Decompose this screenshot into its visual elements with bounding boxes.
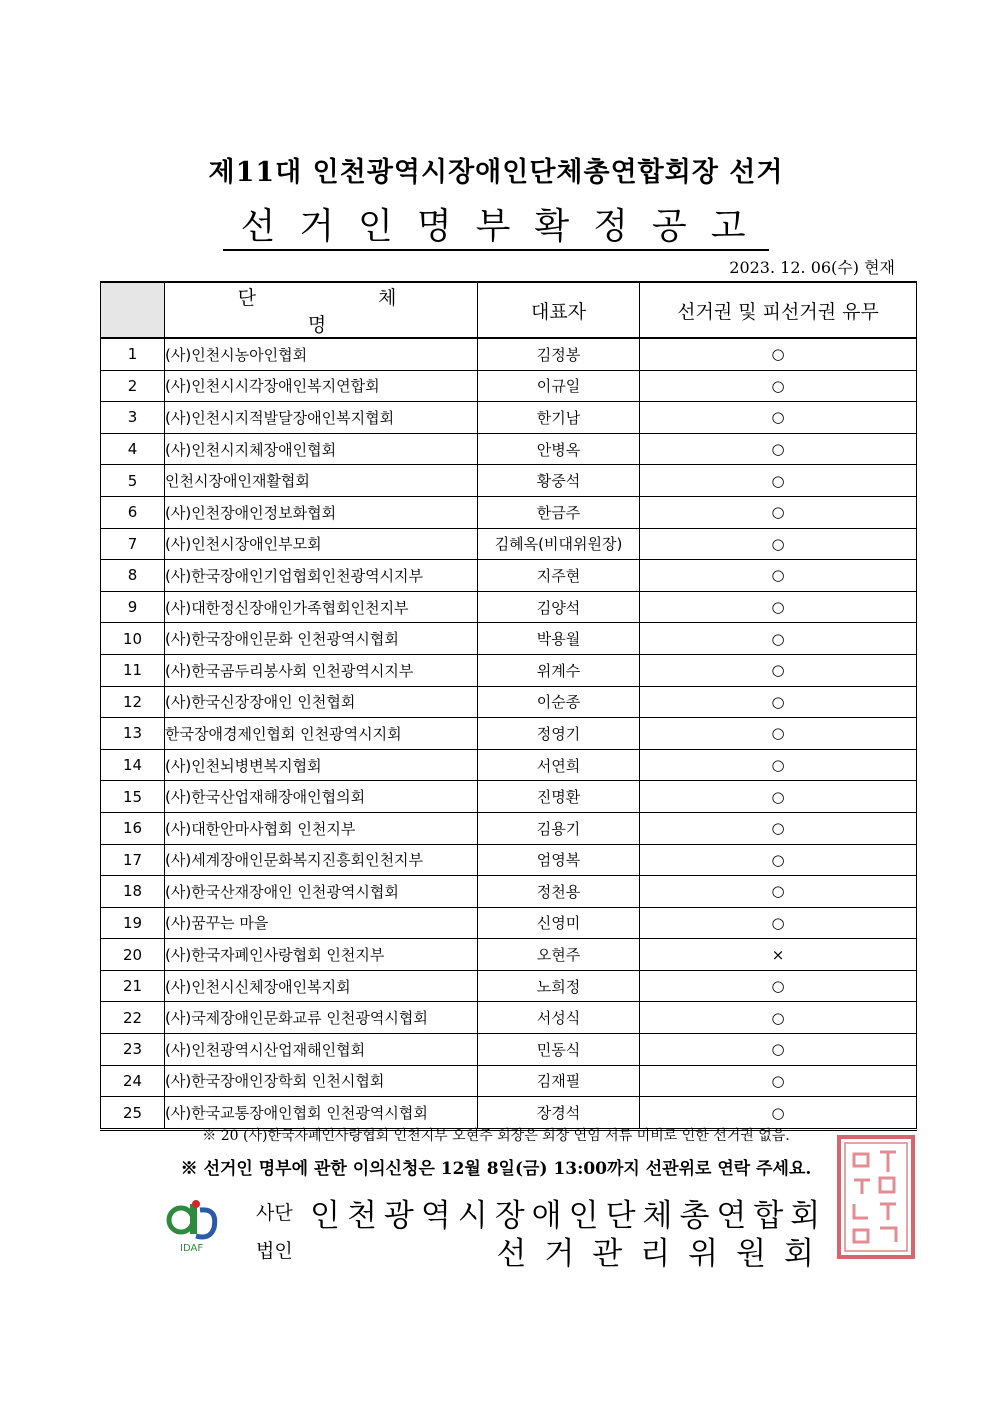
table-row: [101, 402, 917, 434]
table-row: [101, 560, 917, 592]
row-number: 12: [101, 686, 165, 718]
header-number: [101, 282, 165, 338]
row-voting-rights: ○: [640, 338, 917, 370]
logo-green-ring: [169, 1208, 193, 1232]
table-row: [101, 591, 917, 623]
row-voting-rights: ○: [640, 496, 917, 528]
row-voting-rights: ○: [640, 749, 917, 781]
row-organization: (사)한국곰두리봉사회 인천광역시지부: [165, 654, 478, 686]
row-voting-rights: ○: [640, 844, 917, 876]
row-voting-rights: ○: [640, 1002, 917, 1034]
row-voting-rights: ○: [640, 560, 917, 592]
table-row: [101, 749, 917, 781]
row-voting-rights: ○: [640, 876, 917, 908]
row-representative: 정천용: [478, 876, 640, 908]
row-number: 18: [101, 876, 165, 908]
row-organization: 인천시장애인재활협회: [165, 465, 478, 497]
table-row: [101, 496, 917, 528]
row-organization: (사)세계장애인문화복지진흥회인천지부: [165, 844, 478, 876]
disqualification-note: ※ 20 (사)한국자폐인사랑협회 인천지부 오현주 회장은 회장 연임 서류 미비로 인한 선거권 없음.: [202, 1128, 790, 1144]
row-number: 17: [101, 844, 165, 876]
table-row: [101, 1034, 917, 1066]
row-organization: (사)한국산업재해장애인협의회: [165, 781, 478, 813]
row-number: 5: [101, 465, 165, 497]
row-representative: 황중석: [478, 465, 640, 497]
table-row: [101, 844, 917, 876]
voter-roster-table: [100, 281, 917, 1131]
row-voting-rights: ○: [640, 370, 917, 402]
row-voting-rights: ○: [640, 907, 917, 939]
row-number: 14: [101, 749, 165, 781]
table-row: [101, 876, 917, 908]
row-number: 22: [101, 1002, 165, 1034]
row-representative: 오현주: [478, 939, 640, 971]
row-voting-rights: ○: [640, 465, 917, 497]
row-representative: 김재필: [478, 1065, 640, 1097]
row-organization: (사)한국교통장애인협회 인천광역시협회: [165, 1097, 478, 1130]
table-row: [101, 970, 917, 1002]
organization-name: 인천광역시장애인단체총연합회: [310, 1198, 828, 1234]
logo-green-bar: [190, 1204, 197, 1234]
row-number: 3: [101, 402, 165, 434]
row-organization: (사)한국산재장애인 인천광역시협회: [165, 876, 478, 908]
row-voting-rights: ○: [640, 433, 917, 465]
row-number: 15: [101, 781, 165, 813]
official-seal: [836, 1134, 916, 1264]
table-row: [101, 433, 917, 465]
row-voting-rights: ○: [640, 623, 917, 655]
row-organization: (사)한국장애인장학회 인천시협회: [165, 1065, 478, 1097]
row-voting-rights: ○: [640, 654, 917, 686]
row-voting-rights: ○: [640, 812, 917, 844]
row-number: 13: [101, 718, 165, 750]
row-voting-rights: ○: [640, 1097, 917, 1130]
logo-red-dot: [192, 1200, 200, 1208]
row-representative: 한금주: [478, 496, 640, 528]
corp-type-line1: 사단: [256, 1202, 293, 1224]
row-number: 4: [101, 433, 165, 465]
idaf-logo: [166, 1198, 230, 1258]
row-organization: (사)한국장애인기업협회인천광역시지부: [165, 560, 478, 592]
row-organization: 한국장애경제인협회 인천광역시지회: [165, 718, 478, 750]
table-row: [101, 465, 917, 497]
row-representative: 김혜옥(비대위원장): [478, 528, 640, 560]
table-row: [101, 528, 917, 560]
row-voting-rights: ×: [640, 939, 917, 971]
row-representative: 지주현: [478, 560, 640, 592]
table-row: [101, 623, 917, 655]
row-representative: 김정봉: [478, 338, 640, 370]
row-voting-rights: ○: [640, 718, 917, 750]
table-row: [101, 1065, 917, 1097]
row-organization: (사)한국자폐인사랑협회 인천지부: [165, 939, 478, 971]
row-number: 2: [101, 370, 165, 402]
row-organization: (사)국제장애인문화교류 인천광역시협회: [165, 1002, 478, 1034]
row-representative: 김용기: [478, 812, 640, 844]
row-number: 21: [101, 970, 165, 1002]
row-voting-rights: ○: [640, 686, 917, 718]
table-header-row: [101, 282, 917, 338]
notice-subtitle: 선거인명부확정공고: [0, 198, 992, 249]
row-organization: (사)대한정신장애인가족협회인천지부: [165, 591, 478, 623]
row-organization: (사)인천시농아인협회: [165, 338, 478, 370]
row-number: 24: [101, 1065, 165, 1097]
row-representative: 진명환: [478, 781, 640, 813]
row-number: 11: [101, 654, 165, 686]
row-representative: 박용월: [478, 623, 640, 655]
logo-blue-arc: [196, 1210, 215, 1237]
row-organization: (사)인천뇌병변복지협회: [165, 749, 478, 781]
row-representative: 김양석: [478, 591, 640, 623]
row-organization: (사)인천장애인정보화협회: [165, 496, 478, 528]
row-number: 1: [101, 338, 165, 370]
row-organization: (사)인천시신체장애인복지회: [165, 970, 478, 1002]
header-voting-rights: 선거권 및 피선거권 유무: [640, 282, 917, 338]
row-voting-rights: ○: [640, 402, 917, 434]
row-organization: (사)대한안마사협회 인천지부: [165, 812, 478, 844]
row-voting-rights: ○: [640, 970, 917, 1002]
row-number: 8: [101, 560, 165, 592]
row-organization: (사)인천시장애인부모회: [165, 528, 478, 560]
objection-note: ※ 선거인 명부에 관한 이의신청은 12월 8일(금) 13:00까지 선관위로 연락 주세요.: [180, 1159, 812, 1179]
row-representative: 안병옥: [478, 433, 640, 465]
table-row: [101, 654, 917, 686]
row-representative: 노희정: [478, 970, 640, 1002]
row-representative: 이규일: [478, 370, 640, 402]
notice-date: 2023. 12. 06(수) 현재: [729, 258, 895, 277]
table-row: [101, 338, 917, 370]
row-number: 10: [101, 623, 165, 655]
row-representative: 서성식: [478, 1002, 640, 1034]
table-row: [101, 781, 917, 813]
row-organization: (사)인천광역시산업재해인협회: [165, 1034, 478, 1066]
corp-type-line2: 법인: [256, 1240, 293, 1262]
row-organization: (사)인천시시각장애인복지연합회: [165, 370, 478, 402]
row-number: 6: [101, 496, 165, 528]
row-representative: 민동식: [478, 1034, 640, 1066]
row-voting-rights: ○: [640, 781, 917, 813]
table-row: [101, 370, 917, 402]
logo-text: IDAF: [180, 1243, 204, 1254]
row-voting-rights: ○: [640, 528, 917, 560]
row-organization: (사)꿈꾸는 마을: [165, 907, 478, 939]
table-row: [101, 718, 917, 750]
row-representative: 신영미: [478, 907, 640, 939]
row-number: 25: [101, 1097, 165, 1130]
row-organization: (사)한국신장장애인 인천협회: [165, 686, 478, 718]
row-organization: (사)인천시지적발달장애인복지협회: [165, 402, 478, 434]
row-number: 7: [101, 528, 165, 560]
row-number: 19: [101, 907, 165, 939]
row-representative: 위계수: [478, 654, 640, 686]
table-row: [101, 1002, 917, 1034]
table-row: [101, 907, 917, 939]
row-representative: 이순종: [478, 686, 640, 718]
row-organization: (사)인천시지체장애인협회: [165, 433, 478, 465]
row-number: 16: [101, 812, 165, 844]
election-committee: 선거관리위원회: [496, 1236, 832, 1272]
row-representative: 서연희: [478, 749, 640, 781]
row-number: 9: [101, 591, 165, 623]
row-representative: 정영기: [478, 718, 640, 750]
row-voting-rights: ○: [640, 591, 917, 623]
row-organization: (사)한국장애인문화 인천광역시협회: [165, 623, 478, 655]
row-representative: 장경석: [478, 1097, 640, 1130]
notice-title: 제11대 인천광역시장애인단체총연합회장 선거: [208, 157, 784, 188]
row-representative: 한기남: [478, 402, 640, 434]
row-representative: 엄영복: [478, 844, 640, 876]
row-number: 23: [101, 1034, 165, 1066]
row-voting-rights: ○: [640, 1065, 917, 1097]
row-number: 20: [101, 939, 165, 971]
row-voting-rights: ○: [640, 1034, 917, 1066]
table-row: [101, 812, 917, 844]
table-row: [101, 686, 917, 718]
header-representative: 대표자: [478, 282, 640, 338]
header-organization: 단 체 명: [165, 282, 478, 338]
table-row: [101, 939, 917, 971]
